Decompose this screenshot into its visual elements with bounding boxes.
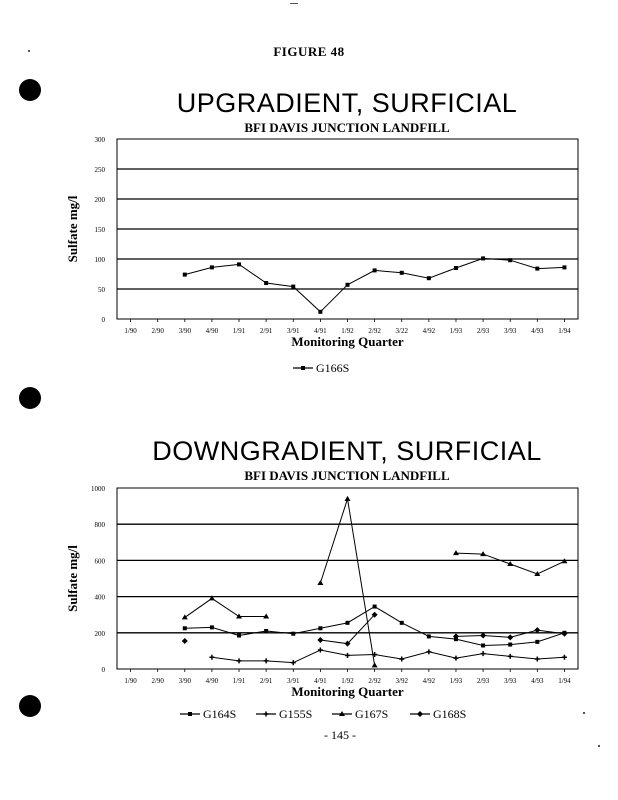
chart-2-point-G164S-9 (373, 605, 377, 609)
chart-2-point-G168S-7 (317, 637, 323, 643)
chart-2-xtick-label-15: 4/93 (531, 677, 544, 685)
chart-2-ytick-label-5: 1000 (91, 485, 105, 493)
chart-2-line-G167S-0 (185, 598, 266, 617)
chart-2-series-G155S (209, 647, 567, 665)
chart-2-point-G164S-4 (237, 634, 241, 638)
chart-1-xtick-label-15: 4/93 (531, 327, 544, 335)
chart-2-ytick-label-0: 0 (101, 666, 105, 674)
chart-2-xtick-label-10: 3/92 (395, 677, 408, 685)
chart-2-xtick-label-5: 2/91 (259, 677, 273, 685)
chart-2-point-G164S-6 (291, 632, 295, 636)
chart-1-xtick-label-1: 2/90 (151, 327, 164, 335)
chart-1-xlabel: Monitoring Quarter (291, 334, 404, 349)
chart-1-xtick-label-2: 3/90 (178, 327, 192, 335)
chart-1-ytick-label-6: 300 (94, 136, 105, 144)
chart-2-xtick-label-9: 2/92 (368, 677, 381, 685)
chart-2-xlabel: Monitoring Quarter (291, 684, 404, 699)
chart-1-xtick-label-13: 2/93 (476, 327, 490, 335)
chart-1-xtick-label-3: 4/90 (205, 327, 219, 335)
chart-2-xtick-label-3: 4/90 (205, 677, 219, 685)
chart-2-legend-G168S-marker (417, 711, 423, 717)
chart-1-ytick-label-3: 150 (94, 226, 105, 234)
chart-2-ytick-label-4: 800 (94, 521, 105, 530)
chart-2-ylabel: Sulfate mg/l (65, 545, 80, 612)
chart-2-xtick-label-8: 1/92 (341, 677, 354, 685)
chart-2-legend-label-G155S: G155S (279, 707, 313, 721)
chart-1-xtick-label-4: 1/91 (232, 327, 246, 335)
chart-2-legend-label-G164S: G164S (203, 707, 237, 721)
chart-1-ylabel: Sulfate mg/l (65, 195, 80, 263)
chart-2-xtick-label-4: 1/91 (232, 677, 246, 685)
chart-1-ytick-label-5: 250 (94, 166, 105, 174)
chart-2-title: DOWNGRADIENT, SURFICIAL (152, 436, 542, 466)
page-number: - 145 - (324, 728, 356, 742)
chart-2-xtick-label-11: 4/92 (422, 677, 436, 685)
chart-1-xtick-label-11: 4/92 (422, 327, 436, 335)
chart-2-xtick-label-0: 1/90 (124, 677, 137, 685)
chart-2-xtick-label-14: 3/93 (503, 677, 517, 685)
chart-1-subtitle: BFI DAVIS JUNCTION LANDFILL (244, 120, 450, 135)
chart-2-legend-label-G168S: G168S (433, 707, 467, 721)
chart-2-point-G167S-2 (182, 614, 188, 619)
chart-1-xtick-label-14: 3/93 (503, 327, 517, 335)
chart-2-point-G164S-15 (535, 640, 539, 644)
chart-1-xtick-label-0: 1/90 (124, 327, 137, 335)
figure-label: FIGURE 48 (273, 44, 345, 59)
chart-2-point-G164S-7 (318, 626, 322, 630)
chart-2-point-G164S-13 (481, 643, 485, 647)
chart-2-legend-G164S-marker (188, 712, 192, 716)
chart-2-subtitle: BFI DAVIS JUNCTION LANDFILL (244, 468, 450, 483)
chart-1-xtick-label-12: 1/93 (449, 327, 463, 335)
chart-2-point-G164S-2 (183, 626, 187, 630)
chart-2-xtick-label-16: 1/94 (558, 677, 571, 685)
chart-2-series-G167S (182, 496, 568, 668)
chart-1-xtick-label-9: 2/92 (368, 327, 381, 335)
chart-2-point-G167S-12 (453, 550, 459, 555)
chart-1-xtick-label-8: 1/92 (341, 327, 354, 335)
chart-2-point-G164S-10 (400, 621, 404, 625)
chart-2-xtick-label-1: 2/90 (151, 677, 164, 685)
chart-1-ytick-label-0: 0 (101, 316, 105, 324)
chart-1-xtick-label-16: 1/94 (558, 327, 571, 335)
chart-1-xtick-label-7: 4/91 (314, 327, 327, 335)
chart-2-point-G164S-5 (264, 629, 268, 633)
chart-2-line-G168S-1 (320, 615, 374, 644)
chart-2-point-G164S-14 (508, 643, 512, 647)
chart-1-ytick-label-2: 100 (94, 256, 105, 264)
chart-2-xtick-label-2: 3/90 (178, 677, 192, 685)
chart-2-xtick-label-7: 4/91 (314, 677, 327, 685)
chart-1-ytick-label-4: 200 (94, 196, 105, 204)
chart-2-point-G167S-7 (317, 580, 323, 585)
chart-2-point-G167S-8 (345, 496, 351, 501)
chart-2-point-G167S-9 (372, 662, 378, 667)
chart-2-ytick-label-3: 600 (94, 557, 105, 566)
chart-2-ytick-label-2: 400 (94, 593, 105, 602)
chart-1-xtick-label-10: 3/22 (395, 327, 408, 335)
chart-2-point-G164S-11 (427, 634, 431, 638)
chart-2-ytick-label-1: 200 (94, 629, 105, 638)
chart-2-xtick-label-13: 2/93 (476, 677, 490, 685)
chart-1-xtick-label-6: 3/91 (287, 327, 300, 335)
chart-1-ytick-label-1: 50 (98, 286, 105, 294)
chart-2-series-G164S (183, 605, 567, 648)
chart-1-legend-label-G166S: G166S (316, 361, 350, 375)
chart-2-point-G168S-2 (182, 638, 188, 644)
chart-2-point-G168S-16 (561, 631, 567, 637)
chart-2-legend-label-G167S: G167S (355, 707, 389, 721)
chart-2-xtick-label-6: 3/91 (287, 677, 300, 685)
chart-2-xtick-label-12: 1/93 (449, 677, 463, 685)
chart-2-point-G164S-3 (210, 625, 214, 629)
chart-1-xtick-label-5: 2/91 (259, 327, 273, 335)
chart-2-point-G164S-8 (346, 621, 350, 625)
chart-2-point-G168S-14 (507, 634, 513, 640)
chart-1-title: UPGRADIENT, SURFICIAL (176, 88, 518, 118)
